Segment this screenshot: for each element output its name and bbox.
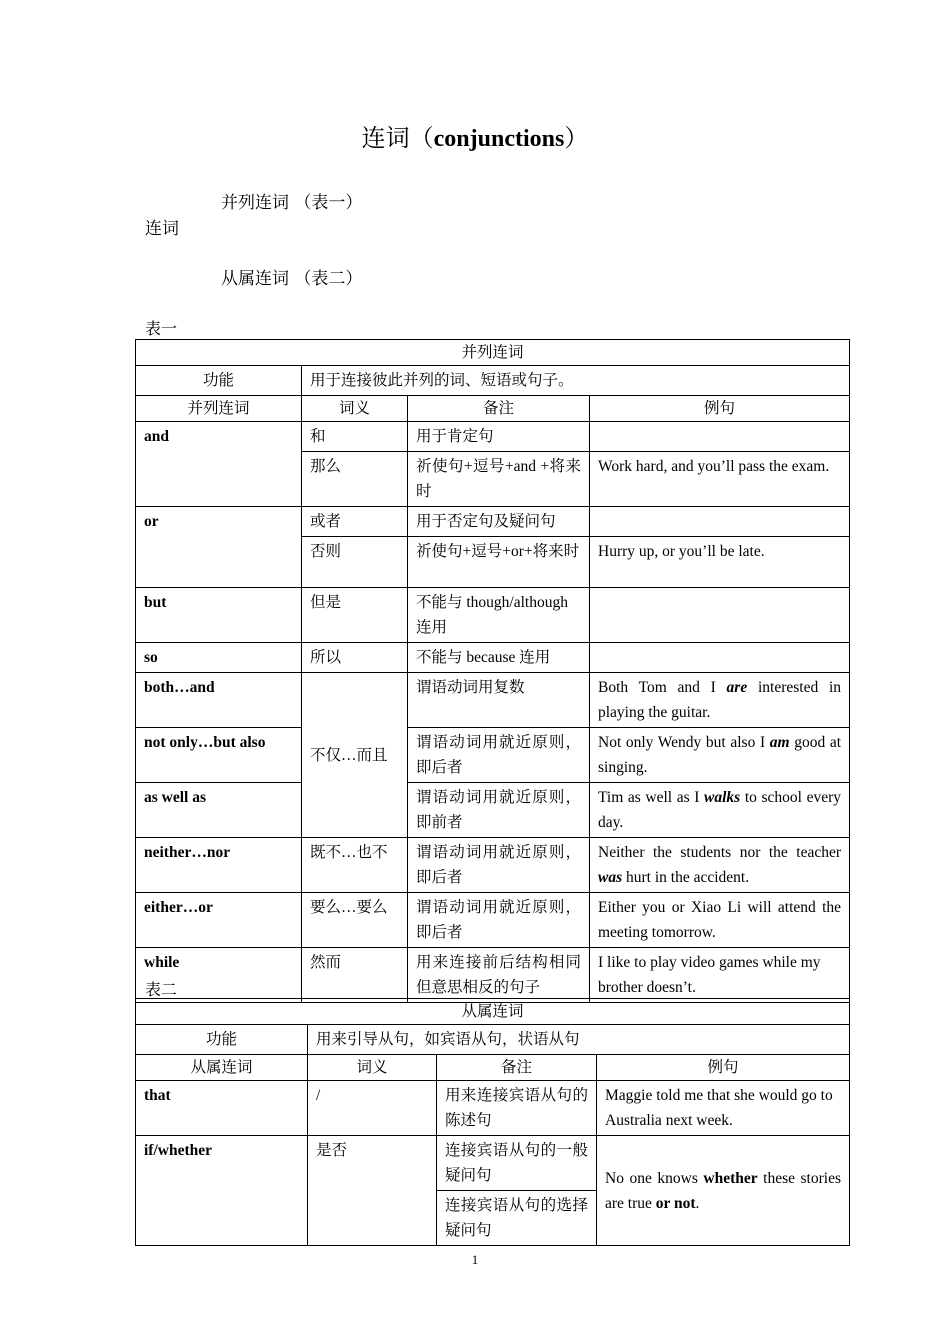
outline-item-subordinating: 从属连词 （表二） [221,269,363,289]
meaning-cell: 然而 [302,948,408,1003]
conjunction-cell: if/whether [136,1136,308,1246]
conjunction-cell: neither…nor [136,838,302,893]
conjunction-cell: as well as [136,783,302,838]
subordinating-conjunctions-table [135,998,850,1246]
conjunction-cell: either…or [136,893,302,948]
example-cell: Hurry up, or you’ll be late. [590,537,850,588]
meaning-cell: 那么 [302,452,408,507]
meaning-cell: / [308,1081,437,1136]
column-header: 备注 [437,1055,597,1081]
meaning-cell: 要么…要么 [302,893,408,948]
table1-heading: 并列连词 [136,340,850,366]
example-cell: Either you or Xiao Li will attend the meeting tomorrow. [590,893,850,948]
example-cell: No one knows whether these stories are true or not. [597,1136,850,1246]
outline-item-coordinating: 并列连词 （表一） [221,193,363,213]
column-header: 备注 [408,396,590,422]
page-title: 连词（conjunctions） [361,124,589,152]
conjunction-cell: so [136,643,302,673]
example-cell: Maggie told me that she would go to Australia next week. [597,1081,850,1136]
column-header: 词义 [308,1055,437,1081]
conjunction-cell: both…and [136,673,302,728]
conjunction-cell: while [136,948,302,1003]
conjunction-cell: and [136,422,302,507]
example-cell: Work hard, and you’ll pass the exam. [590,452,850,507]
note-cell: 谓语动词用就近原则，即后者 [408,728,590,783]
meaning-cell: 或者 [302,507,408,537]
column-header: 词义 [302,396,408,422]
conjunction-cell: that [136,1081,308,1136]
example-cell: Not only Wendy but also I am good at singing. [590,728,850,783]
meaning-cell: 和 [302,422,408,452]
example-cell [590,507,850,537]
example-cell [590,588,850,643]
note-cell: 用于否定句及疑问句 [408,507,590,537]
column-header: 例句 [597,1055,850,1081]
function-label: 功能 [136,1025,308,1055]
note-cell: 祈使句+逗号+and +将来时 [408,452,590,507]
meaning-cell: 既不…也不 [302,838,408,893]
function-value: 用于连接彼此并列的词、短语或句子。 [302,366,850,396]
table1-caption: 表一 [145,319,178,338]
meaning-cell: 不仅…而且 [302,673,408,838]
note-cell: 不能与 because 连用 [408,643,590,673]
note-cell: 连接宾语从句的选择疑问句 [437,1191,597,1246]
note-cell: 用于肯定句 [408,422,590,452]
example-cell: Tim as well as I walks to school every day. [590,783,850,838]
note-cell: 谓语动词用就近原则，即后者 [408,893,590,948]
outline-root: 连词 [145,219,179,239]
meaning-cell: 否则 [302,537,408,588]
function-label: 功能 [136,366,302,396]
note-cell: 用来连接前后结构相同但意思相反的句子 [408,948,590,1003]
table2-caption: 表二 [145,980,178,999]
note-cell: 祈使句+逗号+or+将来时 [408,537,590,588]
function-value: 用来引导从句，如宾语从句，状语从句 [308,1025,850,1055]
table2-heading: 从属连词 [136,999,850,1025]
meaning-cell: 但是 [302,588,408,643]
coordinating-conjunctions-table [135,339,850,1003]
example-cell: Neither the students nor the teacher was hurt in the accident. [590,838,850,893]
example-cell: Both Tom and I are interested in playing the guitar. [590,673,850,728]
example-cell [590,422,850,452]
conjunction-cell: or [136,507,302,588]
note-cell: 不能与 though/although 连用 [408,588,590,643]
meaning-cell: 所以 [302,643,408,673]
conjunction-cell: not only…but also [136,728,302,783]
conjunction-cell: but [136,588,302,643]
note-cell: 谓语动词用复数 [408,673,590,728]
note-cell: 谓语动词用就近原则，即后者 [408,838,590,893]
example-cell: I like to play video games while my brother doesn’t. [590,948,850,1003]
note-cell: 谓语动词用就近原则，即前者 [408,783,590,838]
note-cell: 用来连接宾语从句的陈述句 [437,1081,597,1136]
page-number: 1 [471,1252,479,1267]
column-header: 并列连词 [136,396,302,422]
column-header: 从属连词 [136,1055,308,1081]
meaning-cell: 是否 [308,1136,437,1246]
example-cell [590,643,850,673]
note-cell: 连接宾语从句的一般疑问句 [437,1136,597,1191]
column-header: 例句 [590,396,850,422]
